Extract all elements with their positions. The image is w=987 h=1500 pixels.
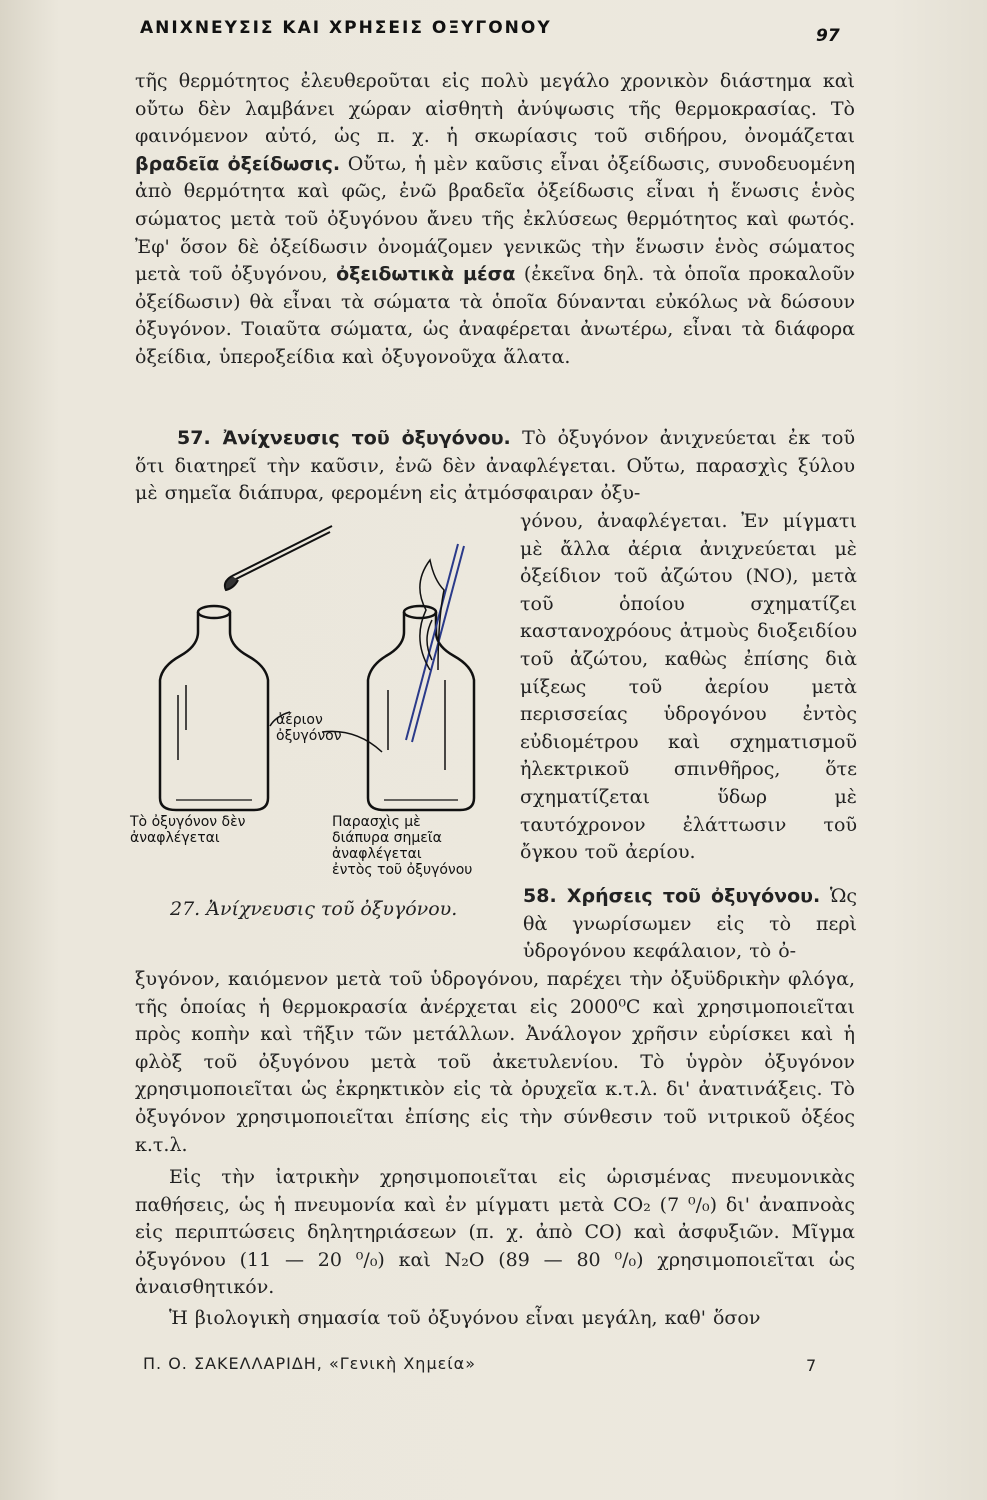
right-bottle-caption-line4: ἐντὸς τοῦ ὀξυγόνου (332, 862, 473, 878)
label-oxygen-gas-line1: ἀέριον (276, 712, 323, 728)
running-header: ΑΝΙΧΝΕΥΣΙΣ ΚΑΙ ΧΡΗΣΕΙΣ ΟΞΥΓΟΝΟΥ (140, 18, 552, 38)
paragraph-text: γόνου, ἀναφλέγεται. Ἐν μίγματι μὲ ἄλλα ἀέρια ἀνιχνεύεται μὲ ὀξείδιον τοῦ ἀζώτου (NO), μετὰ τοῦ ὁποίου σχηματίζει καστανοχρόους ἀτμοὺς διοξειδίου τοῦ ἀζώτου, καθὼς ἐπίσης διὰ μίξεως τοῦ ἀερίου μετὰ περισσείας ὑδρογόνου ἐντὸς εὐδιομέτρου καὶ σχηματισμοῦ ἠλεκτρικοῦ σπινθῆρος, ὅτε σχηματίζεται ὕδωρ μὲ ταυτόχρονον ἐλάττωσιν τοῦ ὄγκου τοῦ ἀερίου. (520, 510, 857, 864)
paragraph-text: Οὔτω, ἡ μὲν καῦσις εἶναι ὀξείδωσις, συνοδευομένη ἀπὸ θερμότητα καὶ φῶς, ἐνῶ βραδεῖα ὀξείδωσις εἶναι ἡ ἕνωσις ἑνὸς σώματος μετὰ τοῦ ὀξυγόνου ἄνευ τῆς ἐκλύσεως θερμότητος καὶ φωτός. Ἐφ' ὅσον δὲ ὀξείδωσιν ὀνομάζομεν γενικῶς τὴν ἕνωσιν ἑνὸς σώματος μετὰ τοῦ ὀξυγόνου, (135, 152, 855, 286)
label-oxygen-gas (276, 712, 342, 744)
paragraph-text: Ἡ βιολογικὴ σημασία τοῦ ὀξυγόνου εἶναι μεγάλη, καθ' ὅσον (169, 1307, 761, 1329)
paragraph-text: Εἰς τὴν ἰατρικὴν χρησιμοποιεῖται εἰς ὡρισμένας πνευμονικὰς παθήσεις, ὡς ἡ πνευμονία καὶ ἐν μίγματι μετὰ CO₂ (7 ⁰/₀) δι' ἀναπνοὰς εἰς περιπτώσεις δηλητηριάσεων (π. χ. ἀπὸ CO) καὶ ἀσφυξιῶν. Μῖγμα ὀξυγόνου (11 — 20 ⁰/₀) καὶ N₂O (89 — 80 ⁰/₀) χρησιμοποιεῖται ὡς ἀναισθητικόν. (135, 1166, 855, 1299)
left-bottle-caption (130, 814, 246, 846)
section-57-intro (135, 425, 855, 508)
section-58-intro (523, 883, 857, 966)
figure-oxygen-detection (120, 520, 515, 930)
label-oxygen-gas-line2: ὀξυγόνον (276, 728, 342, 744)
section-57-continued (520, 508, 857, 867)
wooden-splint-right (406, 544, 464, 742)
term-oxidizing-agents: ὀξειδωτικὰ μέσα (336, 263, 516, 286)
paragraph-biological (135, 1305, 855, 1333)
right-bottle-caption-line2: διάπυρα σημεῖα (332, 830, 442, 846)
left-bottle-caption-line1: Τὸ ὀξυγόνον δὲν (130, 814, 246, 830)
footer-signature-mark: 7 (806, 1356, 817, 1375)
figure-caption: 27. Ἀνίχνευσις τοῦ ὀξυγόνου. (170, 898, 458, 920)
term-slow-oxidation: βραδεῖα ὀξείδωσις. (135, 152, 341, 175)
wooden-splint-left (225, 526, 332, 590)
right-bottle-caption-line3: ἀναφλέγεται (332, 846, 422, 862)
paragraph-text: (ἐκεῖνα δηλ. τὰ ὁποῖα προκαλοῦν ὀξείδωσιν) θὰ εἶναι τὰ σώματα τὰ ὁποῖα δύνανται εὐκόλως νὰ δώσουν ὀξυγόνον. Τοιαῦτα σώματα, ὡς ἀναφέρεται ἀνωτέρω, εἶναι τὰ διάφορα ὀξείδια, ὑπεροξείδια καὶ ὀξυγονοῦχα ἅλατα. (135, 263, 855, 368)
bottle-left (160, 606, 268, 810)
paragraph-text: ξυγόνον, καιόμενον μετὰ τοῦ ὑδρογόνου, παρέχει τὴν ὀξυϋδρικὴν φλόγα, τῆς ὁποίας ἡ θερμοκρασία ἀνέρχεται εἰς 2000⁰C καὶ χρησιμοποιεῖται πρὸς κοπὴν καὶ τῆξιν τῶν μετάλλων. Ἀνάλογον χρῆσιν εὑρίσκει καὶ ἡ φλὸξ τοῦ ὀξυγόνου μετὰ τοῦ ἀκετυλενίου. Τὸ ὑγρὸν ὀξυγόνον χρησιμοποιεῖται ὡς ἐκρηκτικὸν εἰς τὰ ὀρυχεῖα κ.τ.λ. δι' ἀνατινάξεις. Τὸ ὀξυγόνον χρησιμοποιεῖται ἐπίσης εἰς τὴν σύνθεσιν τοῦ νιτρικοῦ ὀξέος κ.τ.λ. (135, 968, 855, 1156)
paragraph-text: τῆς θερμότητος ἐλευθεροῦται εἰς πολὺ μεγάλο χρονικὸν διάστημα καὶ οὔτω δὲν λαμβάνει χώραν αἰσθητὴ ἀνύψωσις τῆς θερμοκρασίας. Τὸ φαινόμενον αὐτό, ὡς π. χ. ἡ σκωρίασις τοῦ σιδήρου, ὀνομάζεται (135, 70, 855, 148)
section-58-heading: 58. Χρήσεις τοῦ ὀξυγόνου. (523, 885, 821, 907)
paragraph-text: Ὡς θὰ γνωρίσωμεν εἰς τὸ περὶ ὑδρογόνου κεφάλαιον, τὸ ὀ- (523, 885, 857, 963)
right-bottle-caption (332, 814, 472, 878)
section-57-heading: 57. Ἀνίχνευσις τοῦ ὀξυγόνου. (177, 427, 511, 449)
page-number: 97 (816, 26, 840, 46)
left-bottle-caption-line2: ἀναφλέγεται (130, 830, 220, 846)
section-58-continued (135, 966, 855, 1159)
paragraph-medical-use (135, 1164, 855, 1302)
paragraph-slow-oxidation (135, 68, 855, 372)
paragraph-text: Τὸ ὀξυγόνον ἀνιχνεύεται ἐκ τοῦ ὅτι διατηρεῖ τὴν καῦσιν, ἐνῶ δὲν ἀναφλέγεται. Οὔτω, παρασχὶς ξύλου μὲ σημεῖα διάπυρα, φερομένη εἰς ἀτμόσφαιραν ὀξυ- (135, 427, 855, 505)
footer-book-title: Π. Ο. ΣΑΚΕΛΛΑΡΙΔΗ, «Γενικὴ Χημεία» (143, 1354, 477, 1373)
right-bottle-caption-line1: Παρασχὶς μὲ (332, 814, 421, 830)
